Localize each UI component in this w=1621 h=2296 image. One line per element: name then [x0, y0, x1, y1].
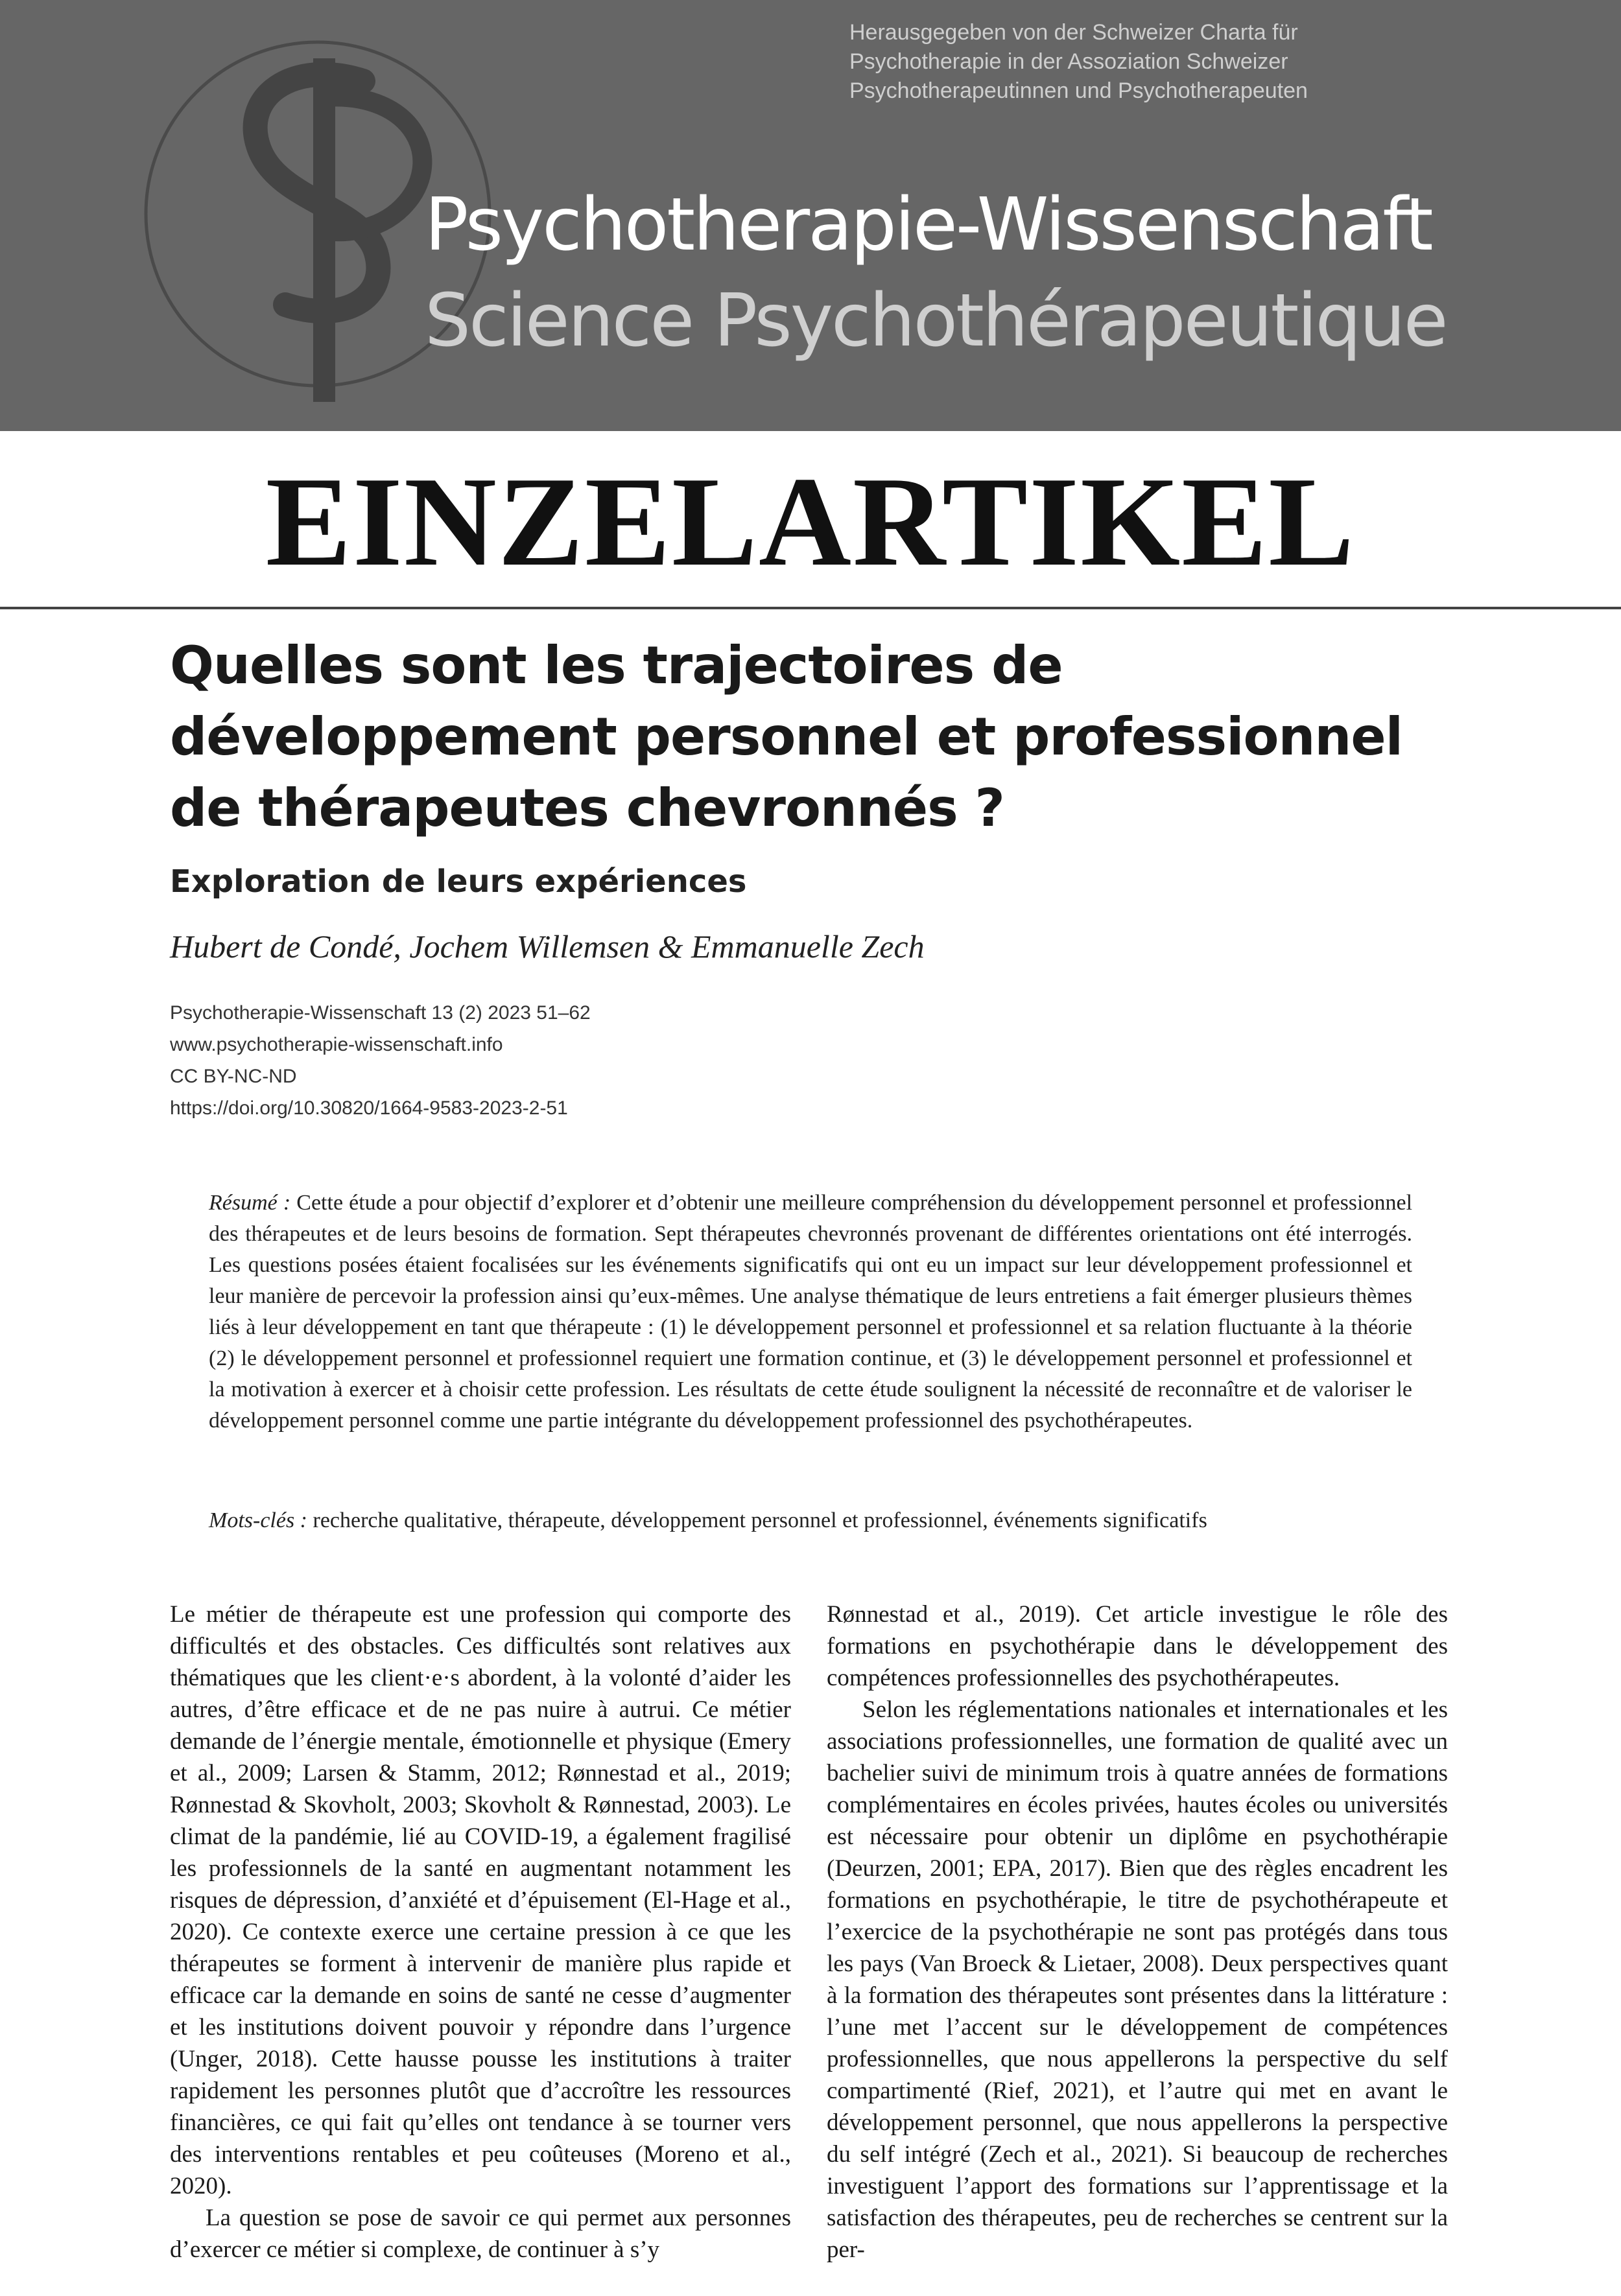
journal-website-link[interactable]: www.psychotherapie-wissenschaft.info: [170, 1034, 503, 1055]
abstract-text: Cette étude a pour objectif d’explorer et d’obtenir une meilleure compréhension du développement personnel et professionnel des thérapeutes et de leurs besoins de formation. Sept thérapeutes chevronnés provenant de différentes orientations ont été interrogés. Les questions posées étaient focalisées sur les événements significatifs qui ont eu un impact sur leur développement professionnel et leur manière de percevoir la profession ainsi qu’eux-mêmes. Une analyse thématique de leurs entretiens a fait émerger plusieurs thèmes liés à leur développement en tant que thérapeute : (1) le développement personnel et professionnel et sa relation fluctuante à la théorie (2) le développement personnel et professionnel requiert une formation continue, et (3) le développement personnel et professionnel et la motivation à exercer et à choisir cette profession. Les résultats de cette étude soulignent la nécessité de reconnaître et de valoriser le développement personnel comme une partie intégrante du développement professionnel des psychothérapeutes.: [209, 1191, 1413, 1433]
citation: Psychotherapie-Wissenschaft 13 (2) 2023 51–62: [170, 1002, 591, 1024]
body-column-left: [170, 1599, 791, 2296]
publisher-line: Psychotherapie in der Assoziation Schweizer: [849, 49, 1288, 74]
keywords-text: recherche qualitative, thérapeute, développement personnel et professionnel, événements significatifs: [313, 1508, 1207, 1532]
body-paragraph: Rønnestad et al., 2019). Cet article investigue le rôle des formations en psychothérapie dans le développement des compétences professionnelles des psychothérapeutes.: [827, 1601, 1448, 1691]
section-label: EINZELARTIKEL: [265, 451, 1356, 592]
article-meta: [170, 997, 591, 1124]
abstract: [209, 1188, 1412, 1436]
body-column-right: [827, 1599, 1448, 2296]
body-paragraph: La question se pose de savoir ce qui permet aux personnes d’exercer ce métier si complexe, de continuer à s’y: [170, 2205, 791, 2263]
section-divider: [0, 607, 1621, 609]
journal-banner: [0, 0, 1621, 431]
article-subtitle: Exploration de leurs expériences: [170, 863, 747, 900]
journal-title-fr: Science Psychothérapeutique: [425, 279, 1447, 363]
keywords-label: Mots-clés :: [209, 1508, 308, 1532]
keywords: [209, 1505, 1441, 1536]
license: CC BY-NC-ND: [170, 1066, 297, 1087]
doi-link[interactable]: https://doi.org/10.30820/1664-9583-2023-2-51: [170, 1097, 568, 1119]
article-authors: Hubert de Condé, Jochem Willemsen & Emmanuelle Zech: [170, 928, 925, 965]
journal-title-de: Psychotherapie-Wissenschaft: [425, 183, 1432, 267]
article-title: Quelles sont les trajectoires de développement personnel et professionnel de thérapeutes chevronnés ?: [170, 635, 1403, 838]
publisher-line: Psychotherapeutinnen und Psychotherapeuten: [849, 78, 1308, 103]
abstract-label: Résumé :: [209, 1191, 291, 1215]
body-paragraph: Selon les réglementations nationales et internationales et les associations professionnelles, une formation de qualité avec un bachelier suivi de minimum trois à quatre années de formations complémentaires en écoles privées, hautes écoles ou universités est nécessaire pour obtenir un diplôme en psychothérapie (Deurzen, 2001; EPA, 2017). Bien que des règles encadrent les formations en psychothérapie, le titre de psychothérapeute et l’exercice de la psychothérapie ne sont pas protégés dans tous les pays (Van Broeck & Lietaer, 2008). Deux perspectives quant à la formation des thérapeutes sont présentes dans la littérature : l’une met l’accent sur le développement de compétences professionnelles, que nous appellerons la perspective du self compartimenté (Rief, 2021), et l’autre qui met en avant le développement personnel, que nous appellerons la perspective du self intégré (Zech et al., 2021). Si beaucoup de recherches investiguent l’apport des formations sur l’apprentissage et la satisfaction des thérapeutes, peu de recherches se centrent sur la per-: [827, 1696, 1448, 2263]
publisher-note: [849, 18, 1433, 106]
body-paragraph: Le métier de thérapeute est une profession qui comporte des difficultés et des obstacles. Ces difficultés sont relatives aux thématiques que les client·e·s abordent, à la volonté d’aider les autres, d’être efficace et de ne pas nuire à autrui. Ce métier demande de l’énergie mentale, émotionnelle et physique (Emery et al., 2009; Larsen & Stamm, 2012; Rønnestad et al., 2019; Rønnestad & Skovholt, 2003; Skovholt & Rønnestad, 2003). Le climat de la pandémie, lié au COVID-19, a également fragilisé les professionnels de la santé en augmentant notamment les risques de dépression, d’anxiété et d’épuisement (El-Hage et al., 2020). Ce contexte exerce une certaine pression à ce que les thérapeutes se forment à intervenir de manière plus rapide et efficace car la demande en soins de santé ne cesse d’augmenter et les institutions doivent pouvoir y répondre dans l’urgence (Unger, 2018). Cette hausse pousse les institutions à traiter rapidement les personnes plutôt que d’accroître les ressources financières, ce qui fait qu’elles ont tendance à se tourner vers des interventions rentables et peu coûteuses (Moreno et al., 2020).: [170, 1601, 791, 2199]
publisher-line: Herausgegeben von der Schweizer Charta für: [849, 20, 1298, 45]
